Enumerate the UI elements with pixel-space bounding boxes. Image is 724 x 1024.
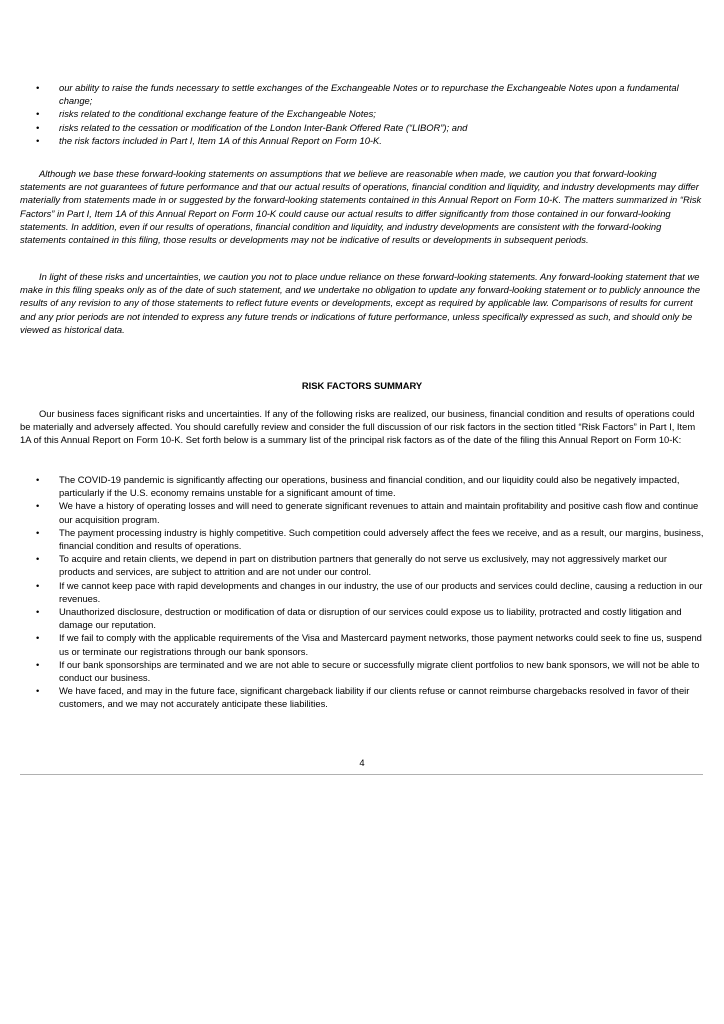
list-item-text: If our bank sponsorships are terminated and we are not able to secure or successfully migrate client portfolios to new bank sponsors, we will not be able to conduct our business. <box>59 658 700 684</box>
page-number: 4 <box>359 757 365 768</box>
list-item-text: To acquire and retain clients, we depend in part on distribution partners that generally do not serve us exclusively, may not aggressively market our products and services, are subject to attrition and are not under our control. <box>59 553 667 578</box>
list-item-text: If we fail to comply with the applicable requirements of the Visa and Mastercard payment networks, those payment networks could seek to fine us, suspend us or terminate our registrations through our bank sponsors. <box>59 632 702 657</box>
bullet: • <box>36 658 40 670</box>
list-item-text: the risk factors included in Part I, Item 1A of this Annual Report on Form 10-K. <box>59 134 382 146</box>
bullet: • <box>36 579 40 591</box>
bullet: • <box>36 632 40 644</box>
list-item <box>0 526 724 552</box>
list-item <box>0 473 724 499</box>
list-item <box>0 605 724 631</box>
bullet: • <box>36 526 40 538</box>
risk-summary-intro-paragraph: Our business faces significant risks and uncertainties. If any of the following risks are realized, our business, financial condition and results of operations could be materially and adversely affected. You should carefully review and consider the full discussion of our risk factors in the section titled “Risk Factors” in Part I, Item 1A of this Annual Report on Form 10-K. Set forth below is a summary list of the principal risk factors as of the date of the filing this Annual Report on Form 10-K: <box>20 408 696 446</box>
risk-factor-list <box>0 473 724 711</box>
list-item <box>0 684 724 710</box>
bullet: • <box>36 82 40 93</box>
list-item <box>0 499 724 525</box>
list-item <box>0 107 724 120</box>
forward-looking-caution-paragraph: Although we base these forward-looking statements on assumptions that we believe are reasonable when made, we caution you that forward-looking statements are not guarantees of future performance and that our actual results of operations, financial condition and liquidity, and industry developments may differ materially from statements made in or suggested by the forward-looking statements contained in this Annual Report on Form 10-K. The matters summarized in “Risk Factors” in Part I, Item 1A of this Annual Report on Form 10-K could cause our actual results to differ significantly from those contained in our forward-looking statements. In addition, even if our results of operations, financial condition and liquidity, and industry developments are consistent with the forward-looking statements contained in this filing, those results or developments may not be indicative of results or developments in subsequent periods. <box>20 168 702 246</box>
list-item-text: risks related to the cessation or modification of the London Inter-Bank Offered Rate (“LIBOR”); and <box>59 121 468 133</box>
list-item <box>0 579 724 605</box>
list-item <box>0 121 724 134</box>
list-item-text: We have a history of operating losses and will need to generate significant revenues to attain and maintain profitability and positive cash flow and continue our acquisition program. <box>59 500 699 525</box>
list-item-text: The COVID-19 pandemic is significantly affecting our operations, business and financial condition, and our liquidity could also be negatively impacted, particularly if the U.S. economy remains unstable for a significant amount of time. <box>59 474 680 499</box>
bullet: • <box>36 121 40 133</box>
bullet: • <box>36 500 40 512</box>
undue-reliance-paragraph: In light of these risks and uncertainties, we caution you not to place undue reliance on these forward-looking statements. Any forward-looking statement that we make in this filing speaks only as of the date of such statement, and we undertake no obligation to update any forward-looking statement or to publicly announce the results of any revision to any of those statements to reflect future events or developments, except as required by applicable law. Comparisons of results for current and any prior periods are not intended to express any future trends or indications of future performance, unless specifically expressed as such, and should only be viewed as historical data. <box>20 271 701 335</box>
list-item-text: our ability to raise the funds necessary to settle exchanges of the Exchangeable Notes or to repurchase the Exchangeable Notes upon a fundamental change; <box>59 82 679 107</box>
bullet: • <box>36 108 40 120</box>
bullet: • <box>36 474 40 485</box>
list-item <box>0 134 724 147</box>
list-item-text: Unauthorized disclosure, destruction or modification of data or disruption of our services could expose us to liability, protracted and costly litigation and damage our reputation. <box>59 606 682 631</box>
bullet: • <box>36 553 40 565</box>
list-item-text: If we cannot keep pace with rapid developments and changes in our industry, the use of our products and services could decline, causing a reduction in our revenues. <box>59 579 703 604</box>
list-item-text: risks related to the conditional exchange feature of the Exchangeable Notes; <box>59 108 376 120</box>
list-item-text: We have faced, and may in the future face, significant chargeback liability if our clients refuse or cannot reimburse chargebacks resolved in favor of their customers, and we may not accurately anticipate these liabilities. <box>59 685 690 710</box>
bullet: • <box>36 134 40 146</box>
list-item-text: The payment processing industry is highly competitive. Such competition could adversely affect the fees we receive, and as a result, our margins, business, financial condition and results of operations. <box>59 526 704 552</box>
footer-divider <box>20 774 703 775</box>
bullet: • <box>36 606 40 618</box>
list-item <box>0 81 724 107</box>
list-item <box>0 658 724 684</box>
bullet: • <box>36 685 40 697</box>
list-item <box>0 631 724 657</box>
section-heading: RISK FACTORS SUMMARY <box>301 380 423 391</box>
list-item <box>0 552 724 578</box>
forward-looking-factor-list <box>0 81 724 147</box>
